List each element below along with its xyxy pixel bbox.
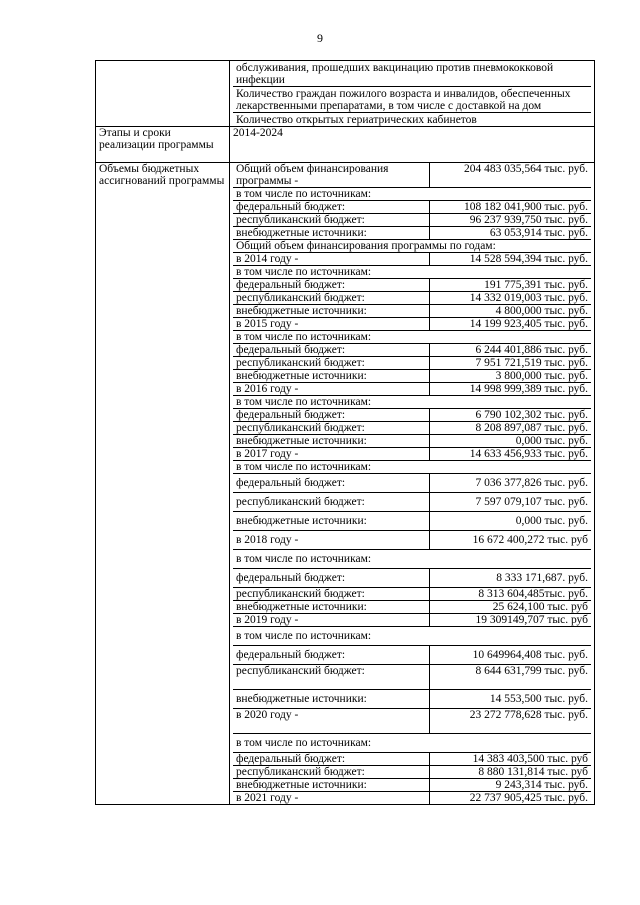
budget-item-value: 14 633 456,933 тыс. руб. bbox=[430, 448, 592, 461]
budget-item-value: 0,000 тыс. руб. bbox=[430, 512, 592, 531]
budget-subheading: в том числе по источникам: bbox=[233, 627, 591, 646]
budget-table-row bbox=[233, 201, 591, 214]
budget-item-name: внебюджетные источники: bbox=[233, 435, 430, 448]
budget-item-name: республиканский бюджет: bbox=[233, 422, 430, 435]
budget-item-name: федеральный бюджет: bbox=[233, 474, 430, 493]
budget-subheading: в том числе по источникам: bbox=[233, 461, 591, 474]
budget-table bbox=[233, 163, 591, 804]
goals-label-cell bbox=[96, 61, 230, 127]
budget-item-name: внебюджетные источники: bbox=[233, 512, 430, 531]
budget-item-name: в 2018 году - bbox=[233, 531, 430, 550]
budget-table-row bbox=[233, 766, 591, 779]
passport-table bbox=[95, 60, 595, 805]
budget-table-row bbox=[233, 448, 591, 461]
budget-table-row bbox=[233, 292, 591, 305]
budget-item-value: 8 208 897,087 тыс. руб. bbox=[430, 422, 592, 435]
budget-table-row bbox=[233, 646, 591, 665]
budget-item-value: 14 998 999,389 тыс. руб. bbox=[430, 383, 592, 396]
budget-item-name: внебюджетные источники: bbox=[233, 690, 430, 709]
stages-value: 2014-2024 bbox=[230, 127, 595, 163]
budget-item-name: федеральный бюджет: bbox=[233, 646, 430, 665]
budget-table-row bbox=[233, 493, 591, 512]
budget-item-value: 8 644 631,799 тыс. руб. bbox=[430, 665, 592, 690]
budget-table-row bbox=[233, 253, 591, 266]
goals-cell bbox=[230, 61, 595, 127]
budget-cell bbox=[230, 163, 595, 805]
budget-item-value: 14 383 403,500 тыс. руб bbox=[430, 753, 592, 766]
budget-item-name: федеральный бюджет: bbox=[233, 409, 430, 422]
budget-table-row bbox=[233, 792, 591, 805]
goal-line: Количество граждан пожилого возраста и инвалидов, обеспеченных лекарственными препаратами, в том числе с доставкой на дом bbox=[233, 87, 591, 113]
budget-item-value: 96 237 939,750 тыс. руб. bbox=[430, 214, 592, 227]
budget-item-name: Общий объем финансирования программы - bbox=[233, 163, 430, 188]
budget-table-row bbox=[233, 227, 591, 240]
budget-item-value: 14 528 594,394 тыс. руб. bbox=[430, 253, 592, 266]
budget-item-value: 7 951 721,519 тыс. руб. bbox=[430, 357, 592, 370]
budget-item-name: республиканский бюджет: bbox=[233, 292, 430, 305]
budget-table-row bbox=[233, 512, 591, 531]
budget-table-row bbox=[233, 383, 591, 396]
budget-table-row bbox=[233, 588, 591, 601]
budget-subheading: в том числе по источникам: bbox=[233, 734, 591, 753]
budget-subheading: в том числе по источникам: bbox=[233, 188, 591, 201]
budget-item-value: 108 182 041,900 тыс. руб. bbox=[430, 201, 592, 214]
budget-table-row bbox=[233, 461, 591, 474]
budget-table-row bbox=[233, 734, 591, 753]
budget-item-name: федеральный бюджет: bbox=[233, 279, 430, 292]
budget-item-name: внебюджетные источники: bbox=[233, 305, 430, 318]
budget-table-row bbox=[233, 357, 591, 370]
budget-table-row bbox=[233, 614, 591, 627]
budget-item-name: федеральный бюджет: bbox=[233, 344, 430, 357]
budget-item-name: в 2015 году - bbox=[233, 318, 430, 331]
goal-line: обслуживания, прошедших вакцинацию против пневмококковой инфекции bbox=[233, 61, 591, 87]
budget-item-value: 7 597 079,107 тыс. руб. bbox=[430, 493, 592, 512]
budget-table-row bbox=[233, 665, 591, 690]
budget-item-name: внебюджетные источники: bbox=[233, 370, 430, 383]
budget-item-name: внебюджетные источники: bbox=[233, 227, 430, 240]
budget-item-value: 23 272 778,628 тыс. руб. bbox=[430, 709, 592, 734]
page-number: 9 bbox=[317, 31, 323, 45]
budget-item-name: в 2020 году - bbox=[233, 709, 430, 734]
budget-item-value: 8 880 131,814 тыс. руб bbox=[430, 766, 592, 779]
budget-item-name: в 2019 году - bbox=[233, 614, 430, 627]
budget-item-name: в 2014 году - bbox=[233, 253, 430, 266]
budget-table-row bbox=[233, 779, 591, 792]
budget-table-row bbox=[233, 214, 591, 227]
stages-label: Этапы и сроки реализации программы bbox=[96, 127, 230, 163]
stages-row bbox=[96, 127, 595, 163]
budget-item-name: республиканский бюджет: bbox=[233, 665, 430, 690]
budget-item-value: 8 333 171,687. руб. bbox=[430, 569, 592, 588]
budget-table-row bbox=[233, 266, 591, 279]
budget-table-row bbox=[233, 279, 591, 292]
budget-table-row bbox=[233, 627, 591, 646]
budget-table-row bbox=[233, 396, 591, 409]
budget-label: Объемы бюджетных ассигнований программы bbox=[96, 163, 230, 805]
budget-table-row bbox=[233, 531, 591, 550]
budget-item-name: республиканский бюджет: bbox=[233, 588, 430, 601]
budget-subheading: в том числе по источникам: bbox=[233, 396, 591, 409]
budget-subheading: в том числе по источникам: bbox=[233, 266, 591, 279]
budget-table-row bbox=[233, 318, 591, 331]
budget-table-row bbox=[233, 163, 591, 188]
budget-table-row bbox=[233, 331, 591, 344]
budget-item-value: 191 775,391 тыс. руб. bbox=[430, 279, 592, 292]
budget-item-value: 8 313 604,485тыс. руб. bbox=[430, 588, 592, 601]
budget-table-row bbox=[233, 409, 591, 422]
goal-line: Количество открытых гериатрических кабинетов bbox=[236, 114, 477, 126]
budget-table-row bbox=[233, 753, 591, 766]
budget-item-value: 4 800,000 тыс. руб. bbox=[430, 305, 592, 318]
budget-item-name: в 2016 году - bbox=[233, 383, 430, 396]
budget-item-name: республиканский бюджет: bbox=[233, 493, 430, 512]
budget-item-name: республиканский бюджет: bbox=[233, 357, 430, 370]
budget-item-value: 0,000 тыс. руб. bbox=[430, 435, 592, 448]
budget-table-row bbox=[233, 370, 591, 383]
budget-item-value: 63 053,914 тыс. руб. bbox=[430, 227, 592, 240]
budget-table-row bbox=[233, 188, 591, 201]
budget-item-value: 25 624,100 тыс. руб bbox=[430, 601, 592, 614]
budget-table-row bbox=[233, 240, 591, 253]
budget-item-value: 10 649964,408 тыс. руб. bbox=[430, 646, 592, 665]
budget-item-name: федеральный бюджет: bbox=[233, 569, 430, 588]
budget-table-row bbox=[233, 474, 591, 493]
budget-subheading: в том числе по источникам: bbox=[233, 550, 591, 569]
budget-table-row bbox=[233, 550, 591, 569]
budget-table-row bbox=[233, 344, 591, 357]
budget-item-name: республиканский бюджет: bbox=[233, 766, 430, 779]
budget-item-value: 14 332 019,003 тыс. руб. bbox=[430, 292, 592, 305]
budget-table-row bbox=[233, 305, 591, 318]
budget-item-value: 14 199 923,405 тыс. руб. bbox=[430, 318, 592, 331]
budget-table-row bbox=[233, 709, 591, 734]
budget-item-name: внебюджетные источники: bbox=[233, 601, 430, 614]
budget-item-value: 9 243,314 тыс. руб. bbox=[430, 779, 592, 792]
budget-subheading: Общий объем финансирования программы по годам: bbox=[233, 240, 591, 253]
budget-item-value: 16 672 400,272 тыс. руб bbox=[430, 531, 592, 550]
budget-item-name: внебюджетные источники: bbox=[233, 779, 430, 792]
budget-subheading: в том числе по источникам: bbox=[233, 331, 591, 344]
goals-row bbox=[96, 61, 595, 127]
budget-item-name: в 2017 году - bbox=[233, 448, 430, 461]
budget-item-value: 22 737 905,425 тыс. руб. bbox=[469, 792, 588, 804]
budget-item-name: в 2021 году - bbox=[233, 792, 430, 805]
budget-row bbox=[96, 163, 595, 805]
budget-item-value: 3 800,000 тыс. руб. bbox=[430, 370, 592, 383]
budget-table-row bbox=[233, 435, 591, 448]
budget-item-value: 6 244 401,886 тыс. руб. bbox=[430, 344, 592, 357]
budget-table-row bbox=[233, 422, 591, 435]
budget-item-name: федеральный бюджет: bbox=[233, 753, 430, 766]
budget-item-name: республиканский бюджет: bbox=[233, 214, 430, 227]
budget-table-row bbox=[233, 690, 591, 709]
budget-item-value: 7 036 377,826 тыс. руб. bbox=[430, 474, 592, 493]
budget-item-value: 19 309149,707 тыс. руб bbox=[430, 614, 592, 627]
budget-table-row bbox=[233, 601, 591, 614]
budget-item-value: 204 483 035,564 тыс. руб. bbox=[430, 163, 592, 188]
budget-item-name: федеральный бюджет: bbox=[233, 201, 430, 214]
budget-item-value: 6 790 102,302 тыс. руб. bbox=[430, 409, 592, 422]
budget-item-value: 14 553,500 тыс. руб. bbox=[430, 690, 592, 709]
budget-table-row bbox=[233, 569, 591, 588]
